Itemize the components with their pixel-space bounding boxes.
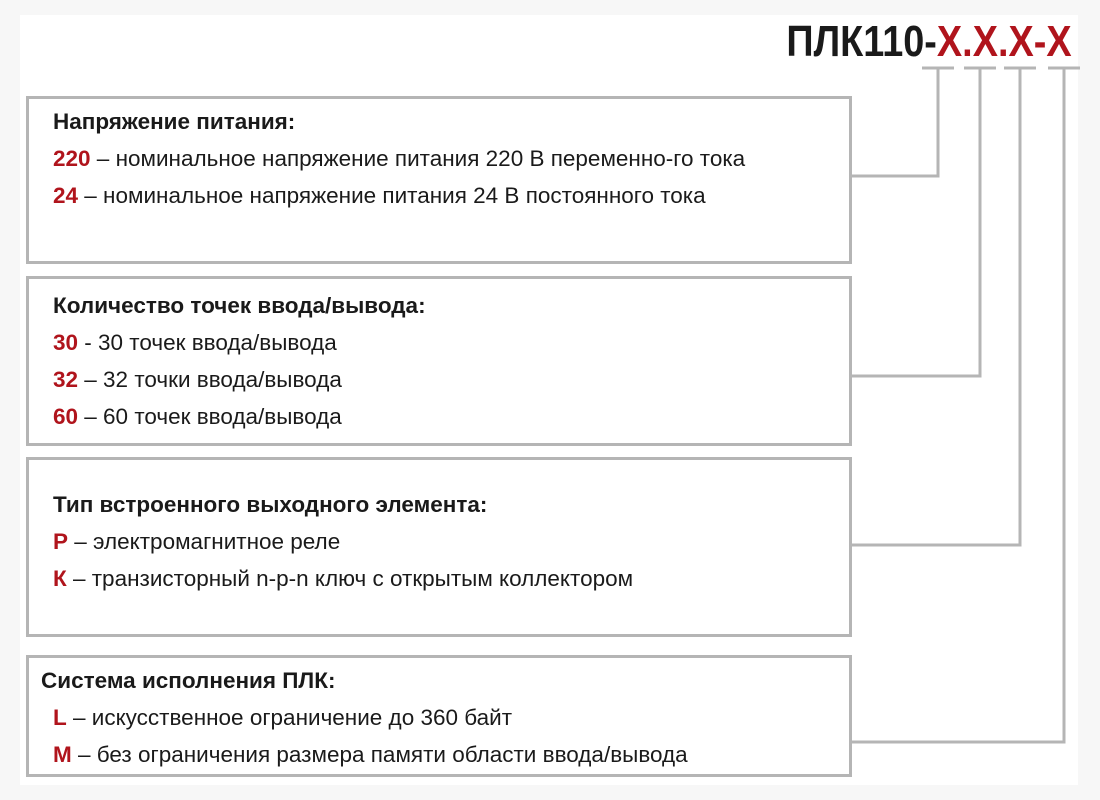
option-description: – искусственное ограничение до 360 байт: [66, 705, 513, 730]
option-row: [41, 699, 849, 736]
section-heading: Тип встроенного выходного элемента:: [53, 492, 488, 517]
option-description: – электромагнитное реле: [68, 529, 341, 554]
option-description: – номинальное напряжение питания 220 В переменно-го тока: [90, 146, 746, 171]
model-separator-3: -: [1034, 17, 1047, 66]
option-row: [53, 361, 849, 398]
option-description: – транзисторный n-p-n ключ с открытым коллектором: [66, 566, 634, 591]
option-description: – 32 точки ввода/вывода: [78, 367, 342, 392]
model-separator-2: .: [998, 17, 1009, 66]
section-execution-system: [26, 655, 852, 777]
option-code: L: [53, 705, 67, 730]
model-part-voltage: X: [937, 17, 963, 66]
section-heading: Система исполнения ПЛК:: [41, 668, 336, 693]
option-code: 30: [53, 330, 79, 355]
model-prefix: ПЛК110-: [786, 17, 938, 66]
option-description: – без ограничения размера памяти области ввода/вывода: [71, 742, 688, 767]
option-description: - 30 точек ввода/вывода: [78, 330, 337, 355]
option-row: [53, 560, 849, 597]
option-row: [53, 324, 849, 361]
model-code-title: [787, 14, 1072, 70]
option-code: 60: [53, 404, 79, 429]
model-part-execution-system: X: [1046, 17, 1072, 66]
option-row: [53, 523, 849, 560]
model-part-io-count: X: [973, 17, 999, 66]
option-code: Р: [53, 529, 69, 554]
section-heading: Количество точек ввода/вывода:: [53, 293, 426, 318]
option-code: 24: [53, 183, 79, 208]
option-code: 220: [53, 146, 91, 171]
section-heading: Напряжение питания:: [53, 109, 296, 134]
option-row: [53, 398, 849, 435]
model-separator-1: .: [962, 17, 974, 66]
option-code: 32: [53, 367, 79, 392]
section-voltage: [26, 96, 852, 264]
option-row: [53, 177, 849, 214]
option-description: – 60 точек ввода/вывода: [78, 404, 342, 429]
section-io-count: [26, 276, 852, 446]
option-row: [53, 140, 838, 177]
option-row: [41, 736, 849, 773]
section-output-type: [26, 457, 852, 637]
option-code: M: [53, 742, 72, 767]
model-part-output-type: X: [1008, 17, 1035, 66]
option-code: К: [53, 566, 67, 591]
option-description: – номинальное напряжение питания 24 В постоянного тока: [78, 183, 706, 208]
